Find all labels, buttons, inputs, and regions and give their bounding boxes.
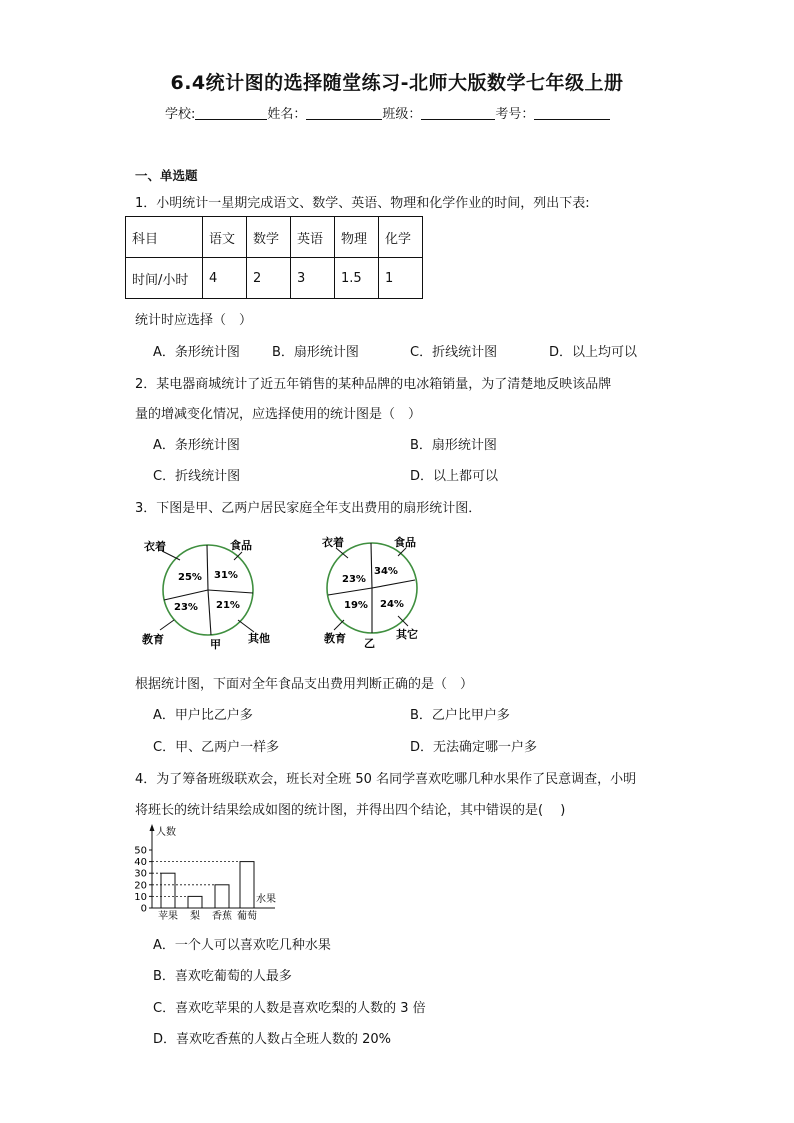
exam-no-blank[interactable] — [534, 105, 610, 120]
q3-stem: 3．下图是甲、乙两户居民家庭全年支出费用的扇形统计图． — [135, 501, 482, 516]
q2-option-b[interactable]: B．扇形统计图 — [410, 438, 497, 453]
y-tick-label: 40 — [134, 857, 147, 869]
pie-jia-clothing-label: 衣着 — [144, 540, 166, 553]
pie-jia-other-label: 其他 — [248, 632, 270, 645]
pie-yi — [322, 535, 418, 650]
x-axis-label: 水果 — [256, 894, 276, 905]
pie-yi-other-value: 24% — [380, 599, 404, 610]
pie-yi-divider — [372, 580, 415, 588]
q1-table — [125, 216, 423, 299]
bar-苹果 — [161, 873, 175, 908]
pie-jia-other-value: 21% — [216, 600, 240, 611]
y-axis-arrow — [150, 824, 155, 831]
y-axis-label: 人数 — [156, 827, 176, 838]
leader-line — [160, 620, 174, 630]
school-label: 学校: — [165, 107, 196, 122]
leader-line — [238, 620, 254, 632]
pie-jia-food-label: 食品 — [230, 539, 252, 552]
pie-jia-divider — [208, 590, 253, 593]
table-cell: 时间/小时 — [126, 258, 203, 299]
q3-option-b[interactable]: B．乙户比甲户多 — [410, 708, 510, 723]
q3-option-c[interactable]: C．甲、乙两户一样多 — [153, 740, 280, 755]
bar-marks — [134, 846, 257, 921]
q3-question: 根据统计图，下面对全年食品支出费用判断正确的是（ ） — [135, 677, 474, 692]
pie-yi-other-label: 其它 — [396, 628, 418, 641]
class-blank[interactable] — [421, 105, 495, 120]
leader-line — [334, 620, 344, 630]
table-cell: 科目 — [126, 217, 203, 258]
pie-jia-education-label: 教育 — [142, 633, 164, 646]
q1-question: 统计时应选择（ ） — [135, 313, 253, 328]
q4-option-c[interactable]: C．喜欢吃苹果的人数是喜欢吃梨的人数的 3 倍 — [153, 1001, 426, 1016]
pie-jia-divider — [208, 590, 211, 635]
class-label: 班级： — [382, 107, 422, 122]
q4-option-d[interactable]: D．喜欢吃香蕉的人数占全班人数的 20% — [153, 1032, 392, 1047]
y-tick-label: 10 — [134, 891, 147, 903]
q4-stem-line2: 将班长的统计结果绘成如图的统计图，并得出四个结论，其中错误的是( ) — [135, 803, 566, 818]
table-cell: 1 — [379, 258, 423, 299]
q1-option-c[interactable]: C．折线统计图 — [410, 345, 498, 360]
table-cell: 化学 — [379, 217, 423, 258]
table-cell: 4 — [203, 258, 247, 299]
section-heading: 一、单选题 — [135, 168, 198, 183]
q1-option-a[interactable]: A．条形统计图 — [153, 345, 240, 360]
q2-stem-line2: 量的增减变化情况，应选择使用的统计图是（ ） — [135, 407, 422, 422]
pie-yi-name: 乙 — [364, 637, 375, 650]
pie-jia-divider — [164, 590, 208, 600]
q2-stem-line1: 2．某电器商城统计了近五年销售的某种品牌的电冰箱销量，为了清楚地反映该品牌 — [135, 377, 612, 392]
pie-jia-name: 甲 — [210, 638, 221, 651]
x-tick-label: 葡萄 — [237, 911, 257, 920]
q4-option-b[interactable]: B．喜欢吃葡萄的人最多 — [153, 969, 292, 984]
exam-no-label: 考号： — [495, 107, 535, 122]
table-cell: 数学 — [247, 217, 291, 258]
table-cell: 语文 — [203, 217, 247, 258]
pie-yi-clothing-label: 衣着 — [322, 536, 344, 549]
pie-jia-education-value: 23% — [174, 602, 198, 613]
x-tick-label: 香蕉 — [212, 911, 232, 920]
table-row — [126, 258, 423, 299]
table-cell: 3 — [291, 258, 335, 299]
student-info-line — [165, 103, 610, 122]
pie-jia-clothing-value: 25% — [178, 572, 202, 583]
q4-stem-line1: 4．为了筹备班级联欢会，班长对全班 50 名同学喜欢吃哪几种水果作了民意调查，小明 — [135, 772, 637, 787]
pie-jia — [141, 538, 270, 651]
q3-pie-charts — [130, 530, 450, 655]
x-tick-label: 梨 — [190, 911, 200, 920]
pie-jia-divider — [207, 545, 208, 590]
table-cell: 物理 — [335, 217, 379, 258]
q2-option-c[interactable]: C．折线统计图 — [153, 469, 241, 484]
table-row — [126, 217, 423, 258]
pie-yi-food-label: 食品 — [394, 536, 416, 549]
y-tick-label: 50 — [134, 845, 147, 857]
pie-yi-divider — [371, 543, 372, 588]
pie-jia-food-value: 31% — [214, 570, 238, 581]
table-cell: 1.5 — [335, 258, 379, 299]
page-title: 6.4统计图的选择随堂练习-北师大版数学七年级上册 — [170, 72, 624, 94]
x-tick-label: 苹果 — [158, 911, 178, 920]
q4-bar-chart — [130, 822, 300, 920]
table-cell: 2 — [247, 258, 291, 299]
pie-yi-education-label: 教育 — [324, 632, 346, 645]
bar-香蕉 — [215, 885, 229, 908]
q3-option-a[interactable]: A．甲户比乙户多 — [153, 708, 253, 723]
name-blank[interactable] — [306, 105, 382, 120]
pie-yi-clothing-value: 23% — [342, 574, 366, 585]
pie-yi-food-value: 34% — [374, 566, 398, 577]
name-label: 姓名： — [267, 107, 307, 122]
y-tick-label: 0 — [140, 903, 147, 915]
pie-yi-education-value: 19% — [344, 600, 368, 611]
q1-option-b[interactable]: B．扇形统计图 — [272, 345, 359, 360]
y-tick-label: 30 — [134, 868, 147, 880]
q2-option-a[interactable]: A．条形统计图 — [153, 438, 240, 453]
q3-option-d[interactable]: D．无法确定哪一户多 — [410, 740, 538, 755]
pie-yi-divider — [328, 588, 372, 595]
bar-梨 — [188, 896, 202, 908]
school-blank[interactable] — [195, 105, 267, 120]
q1-option-d[interactable]: D．以上均可以 — [549, 345, 638, 360]
q1-stem: 1．小明统计一星期完成语文、数学、英语、物理和化学作业的时间，列出下表: — [135, 196, 590, 211]
q2-option-d[interactable]: D．以上都可以 — [410, 469, 499, 484]
table-cell: 英语 — [291, 217, 335, 258]
y-tick-label: 20 — [134, 880, 147, 892]
leader-line — [336, 548, 348, 558]
q4-option-a[interactable]: A．一个人可以喜欢吃几种水果 — [153, 938, 331, 953]
bar-葡萄 — [240, 862, 254, 908]
